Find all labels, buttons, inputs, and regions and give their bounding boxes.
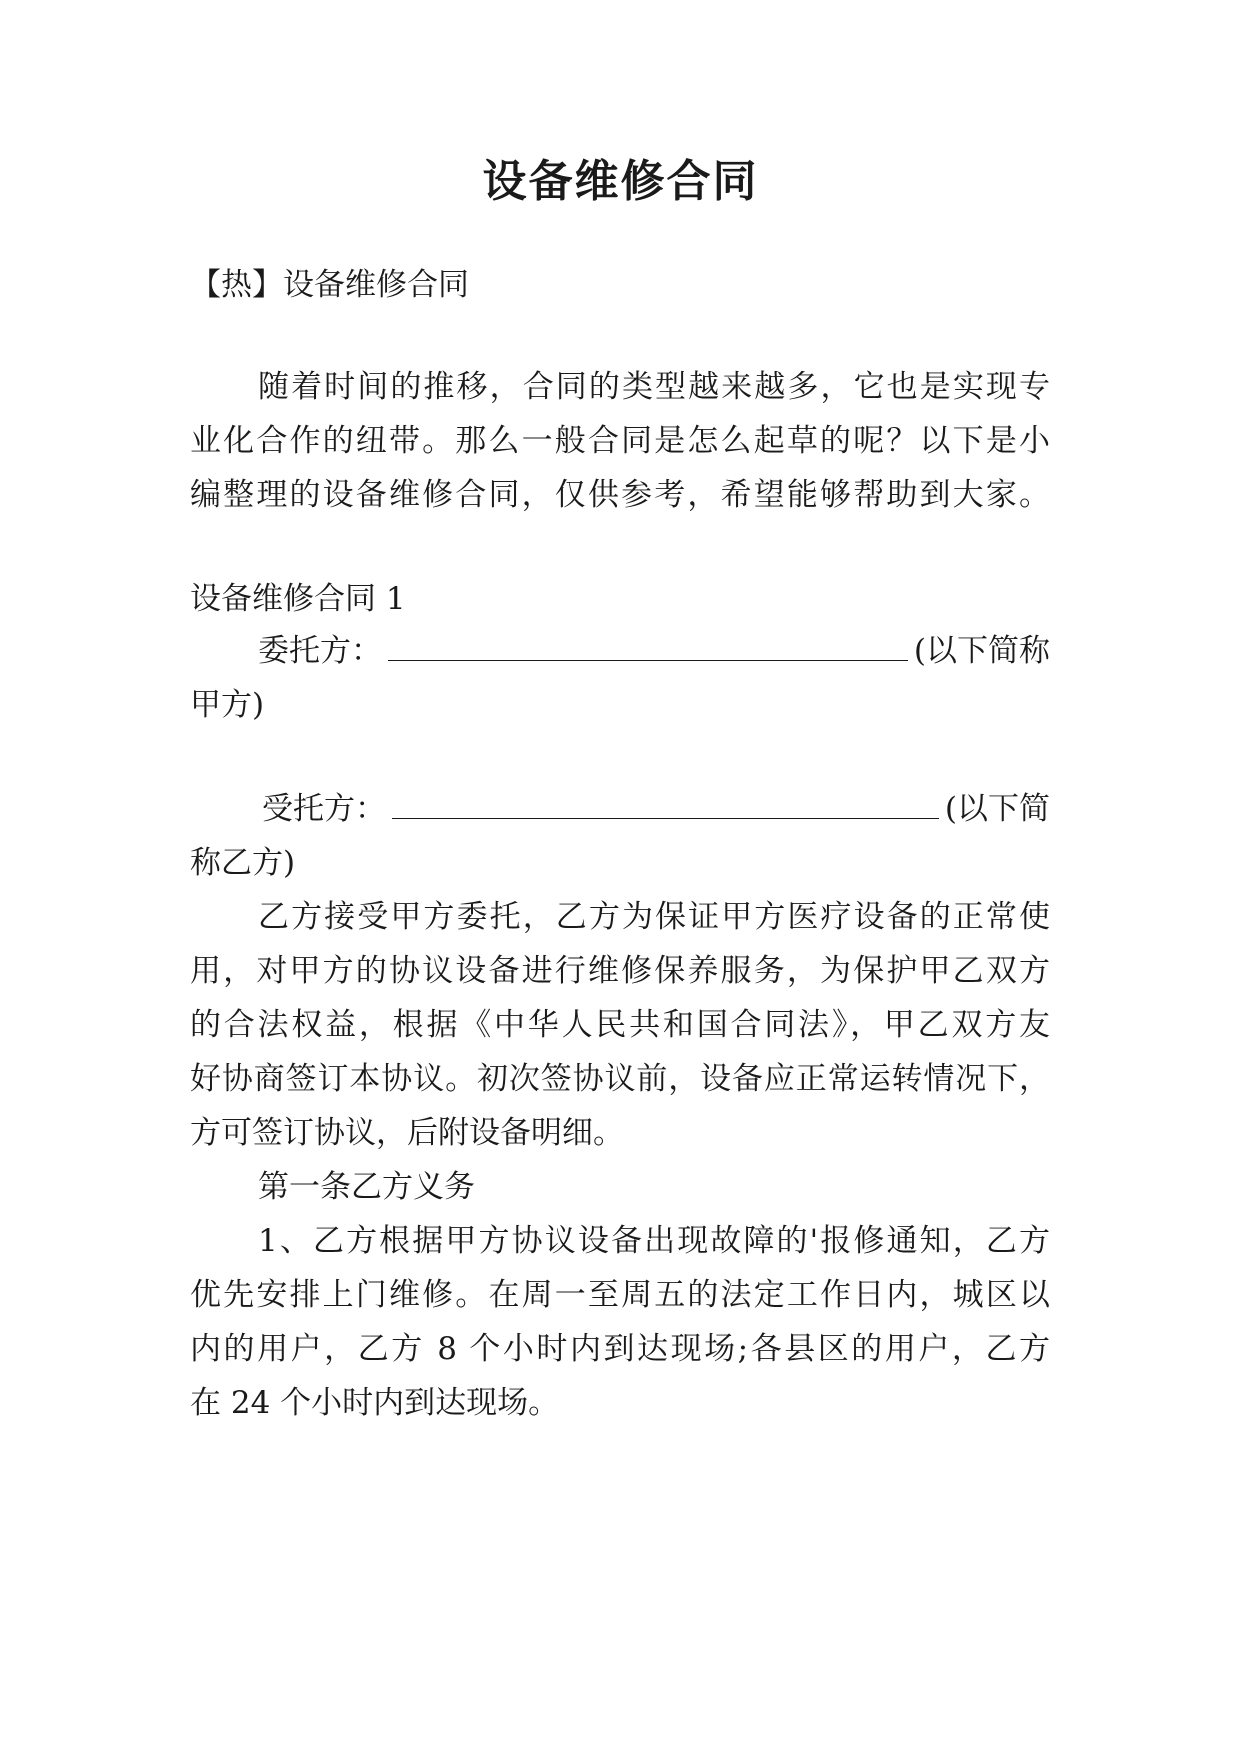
- party-a-continuation: 甲方): [190, 687, 265, 723]
- article-1-item-1-line-2: 优先安排上门维修。在周一至周五的法定工作日内，城区以: [190, 1277, 1050, 1313]
- section-heading: 设备维修合同 1: [190, 581, 406, 617]
- party-b-continuation: 称乙方): [190, 845, 296, 881]
- article-1-heading: 第一条乙方义务: [258, 1169, 475, 1205]
- party-a-blank: [388, 632, 908, 661]
- intro-line-1: 随着时间的推移，合同的类型越来越多，它也是实现专: [258, 369, 1050, 405]
- party-a-label: 委托方：: [258, 633, 382, 669]
- intro-line-3: 编整理的设备维修合同，仅供参考，希望能够帮助到大家。: [190, 477, 1050, 513]
- party-b-label: 受托方：: [262, 791, 386, 827]
- party-b-row: [262, 788, 1050, 830]
- article-1-item-1-line-4: 在 24 个小时内到达现场。: [190, 1385, 560, 1421]
- preamble-line-2: 用，对甲方的协议设备进行维修保养服务，为保护甲乙双方: [190, 953, 1050, 989]
- preamble-line-3: 的合法权益，根据《中华人民共和国合同法》，甲乙双方友: [190, 1007, 1050, 1043]
- document-title: 设备维修合同: [482, 156, 759, 207]
- preamble-line-4: 好协商签订本协议。初次签协议前，设备应正常运转情况下，: [190, 1061, 1050, 1097]
- preamble-line-1: 乙方接受甲方委托，乙方为保证甲方医疗设备的正常使: [258, 899, 1050, 935]
- party-a-row: [258, 630, 1050, 672]
- party-b-blank: [392, 790, 939, 819]
- party-b-suffix: (以下简: [944, 791, 1050, 827]
- article-1-item-1-line-1: 1、乙方根据甲方协议设备出现故障的'报修通知，乙方: [258, 1223, 1050, 1259]
- article-1-item-1-line-3: 内的用户，乙方 8 个小时内到达现场;各县区的用户，乙方: [190, 1331, 1050, 1367]
- document-subtitle: 【热】设备维修合同: [190, 267, 469, 303]
- party-a-suffix: (以下简称: [913, 633, 1050, 669]
- preamble-line-5: 方可签订协议，后附设备明细。: [190, 1115, 624, 1151]
- intro-line-2: 业化合作的纽带。那么一般合同是怎么起草的呢？以下是小: [190, 423, 1050, 459]
